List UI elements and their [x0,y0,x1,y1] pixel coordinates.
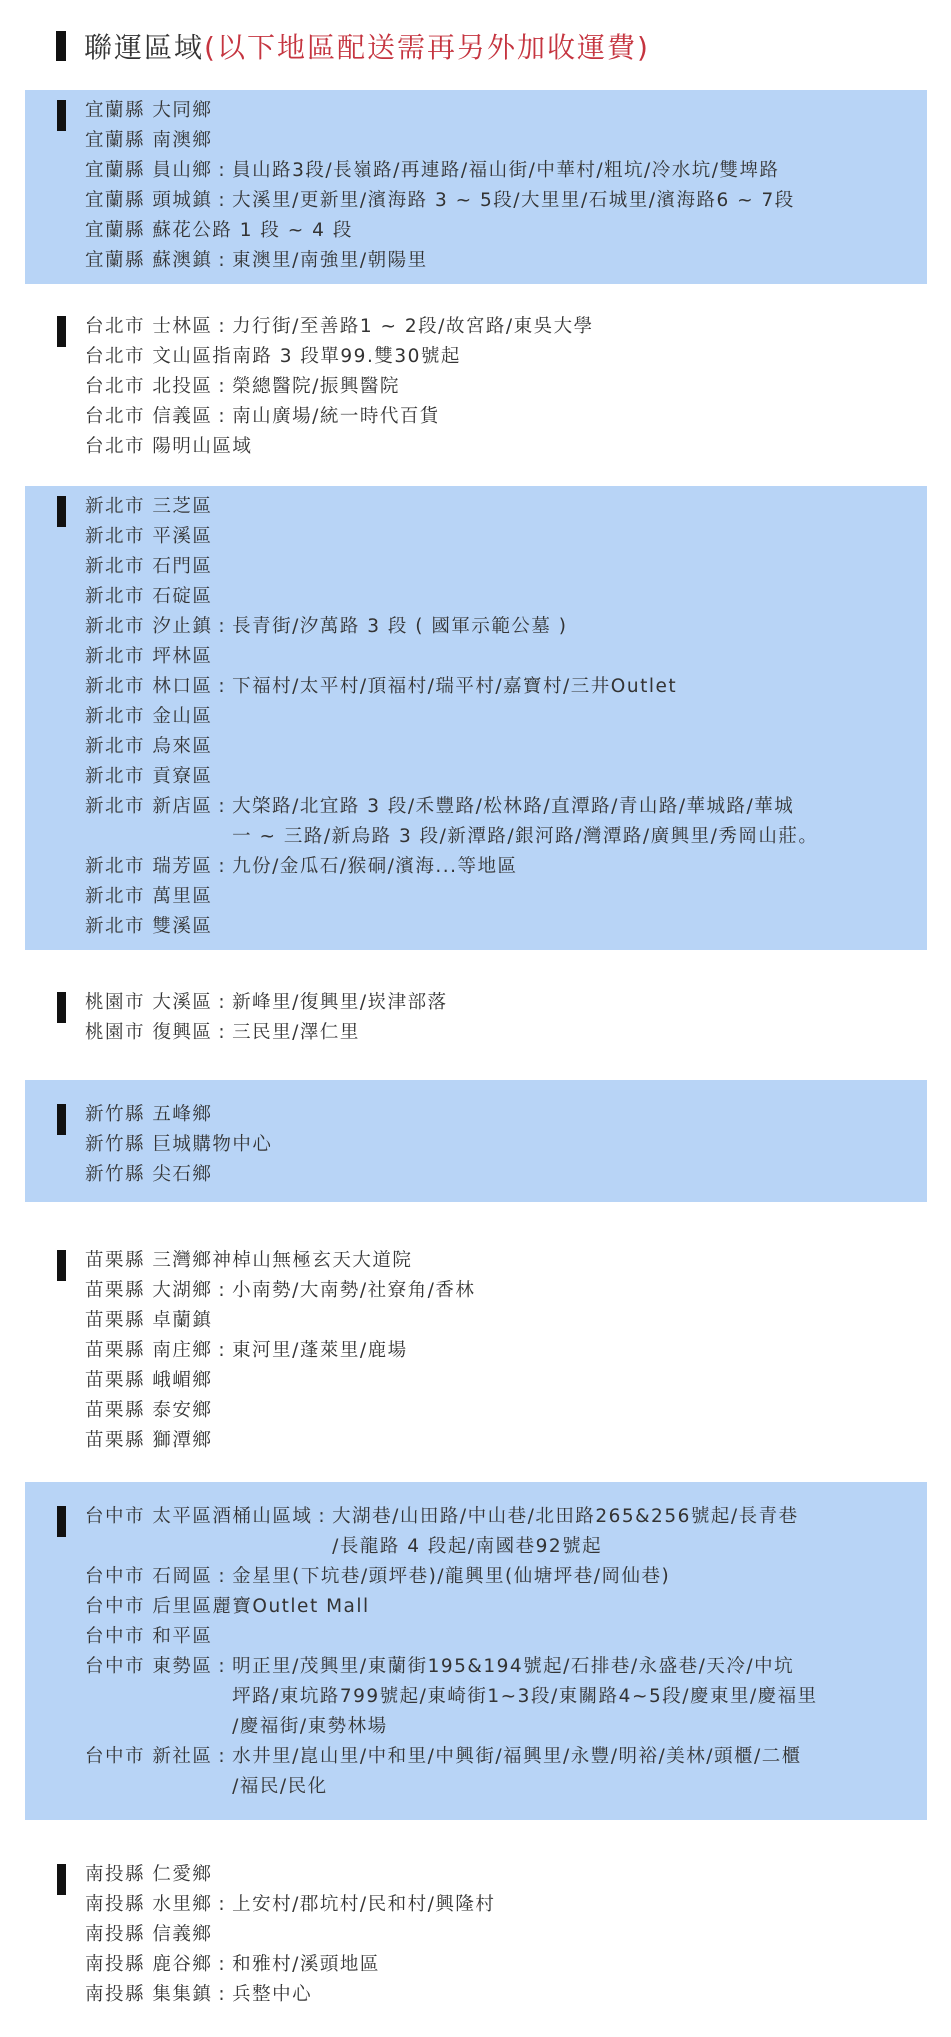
list-item: 新北市 坪林區 [85,646,213,667]
list-item: 台北市 陽明山區域 [85,436,253,457]
list-item: 宜蘭縣 南澳鄉 [85,130,213,151]
list-item: 南投縣 仁愛鄉 [85,1864,213,1885]
list-item: 台中市 后里區麗寶Outlet Mall [85,1596,370,1617]
list-item: 新北市 烏來區 [85,736,213,757]
section-new-taipei [25,486,927,950]
list-item: 新竹縣 五峰鄉 [85,1104,213,1125]
list-item: 宜蘭縣 頭城鎮 : 大溪里/更新里/濱海路 3 ~ 5段/大里里/石城里/濱海路6 ~ 7段 [85,190,795,211]
list-item: 台中市 石岡區 : 金星里(下坑巷/頭坪巷)/龍興里(仙塘坪巷/岡仙巷) [85,1566,671,1587]
list-item: 新北市 石碇區 [85,586,213,607]
list-item: 新北市 林口區 : 下福村/太平村/頂福村/瑞平村/嘉寶村/三井Outlet [85,676,678,697]
list-item: 台中市 和平區 [85,1626,213,1647]
list-item: 台北市 文山區指南路 3 段單99.雙30號起 [85,346,461,367]
list-item: 苗栗縣 南庄鄉 : 東河里/蓬萊里/鹿場 [85,1340,408,1361]
list-item: 南投縣 水里鄉 : 上安村/郡坑村/民和村/興隆村 [85,1894,496,1915]
surcharge-note: (以下地區配送需再另外加收運費) [204,31,650,64]
list-item: 新北市 平溪區 [85,526,213,547]
section-taipei [25,306,927,466]
list-item: 苗栗縣 三灣鄉神棹山無極玄天大道院 [85,1250,413,1271]
list-item: 新北市 雙溪區 [85,916,213,937]
list-item: 宜蘭縣 大同鄉 [85,100,213,121]
section-yilan [25,90,927,284]
section-miaoli [25,1234,927,1458]
list-item: 新竹縣 巨城購物中心 [85,1134,273,1155]
list-item: 台中市 東勢區 : 明正里/茂興里/東蘭街195&194號起/石排巷/永盛巷/天冷/中坑 坪路/東坑路799號起/東崎街1~3段/東關路4~5段/慶東里/慶福里 /慶福街/東勢林場 [85,1656,818,1737]
list-item: 台北市 士林區 : 力行街/至善路1 ~ 2段/故宮路/東吳大學 [85,316,594,337]
section-taichung [25,1482,927,1820]
page-title: 聯運區域 [84,31,205,64]
list-item: 桃園市 復興區 : 三民里/澤仁里 [85,1022,360,1043]
list-item: 台北市 北投區 : 榮總醫院/振興醫院 [85,376,400,397]
list-item: 台中市 新社區 : 水井里/崑山里/中和里/中興街/福興里/永豐/明裕/美林/頭櫃/二櫃 /福民/民化 [85,1746,802,1797]
list-item: 宜蘭縣 蘇澳鎮 : 東澳里/南強里/朝陽里 [85,250,428,271]
list-item: 苗栗縣 獅潭鄉 [85,1430,213,1451]
list-item: 新北市 萬里區 [85,886,213,907]
list-item: 苗栗縣 卓蘭鎮 [85,1310,213,1331]
list-item: 台北市 信義區 : 南山廣場/統一時代百貨 [85,406,440,427]
list-item: 南投縣 信義鄉 [85,1924,213,1945]
list-item: 南投縣 集集鎮 : 兵整中心 [85,1984,313,2005]
list-item: 南投縣 鹿谷鄉 : 和雅村/溪頭地區 [85,1954,380,1975]
list-item: 新北市 金山區 [85,706,213,727]
list-item: 新北市 新店區 : 大棨路/北宜路 3 段/禾豐路/松林路/直潭路/青山路/華城路/華城 一 ~ 三路/新烏路 3 段/新潭路/銀河路/灣潭路/廣興里/秀岡山莊。 [85,796,819,847]
header-marker [56,31,66,61]
list-item: 台中市 太平區酒桶山區域 : 大湖巷/山田路/中山巷/北田路265&256號起/長青巷 /長龍路 4 段起/南國巷92號起 [85,1506,799,1557]
section-nantou [25,1848,927,2014]
page-header [56,24,650,68]
list-item: 新北市 汐止鎮 : 長青街/汐萬路 3 段 ( 國軍示範公墓 ) [85,616,568,637]
list-item: 苗栗縣 峨嵋鄉 [85,1370,213,1391]
list-item: 新北市 貢寮區 [85,766,213,787]
list-item: 宜蘭縣 員山鄉 : 員山路3段/長嶺路/再連路/福山街/中華村/粗坑/冷水坑/雙埤路 [85,160,780,181]
list-item: 新北市 三芝區 [85,496,213,517]
list-item: 宜蘭縣 蘇花公路 1 段 ~ 4 段 [85,220,353,241]
list-item: 新竹縣 尖石鄉 [85,1164,213,1185]
list-item: 苗栗縣 泰安鄉 [85,1400,213,1421]
section-hsinchu [25,1080,927,1202]
section-taoyuan [25,982,927,1062]
list-item: 桃園市 大溪區 : 新峰里/復興里/崁津部落 [85,992,448,1013]
list-item: 新北市 石門區 [85,556,213,577]
list-item: 苗栗縣 大湖鄉 : 小南勢/大南勢/社寮角/香林 [85,1280,476,1301]
list-item: 新北市 瑞芳區 : 九份/金瓜石/猴硐/濱海...等地區 [85,856,518,877]
